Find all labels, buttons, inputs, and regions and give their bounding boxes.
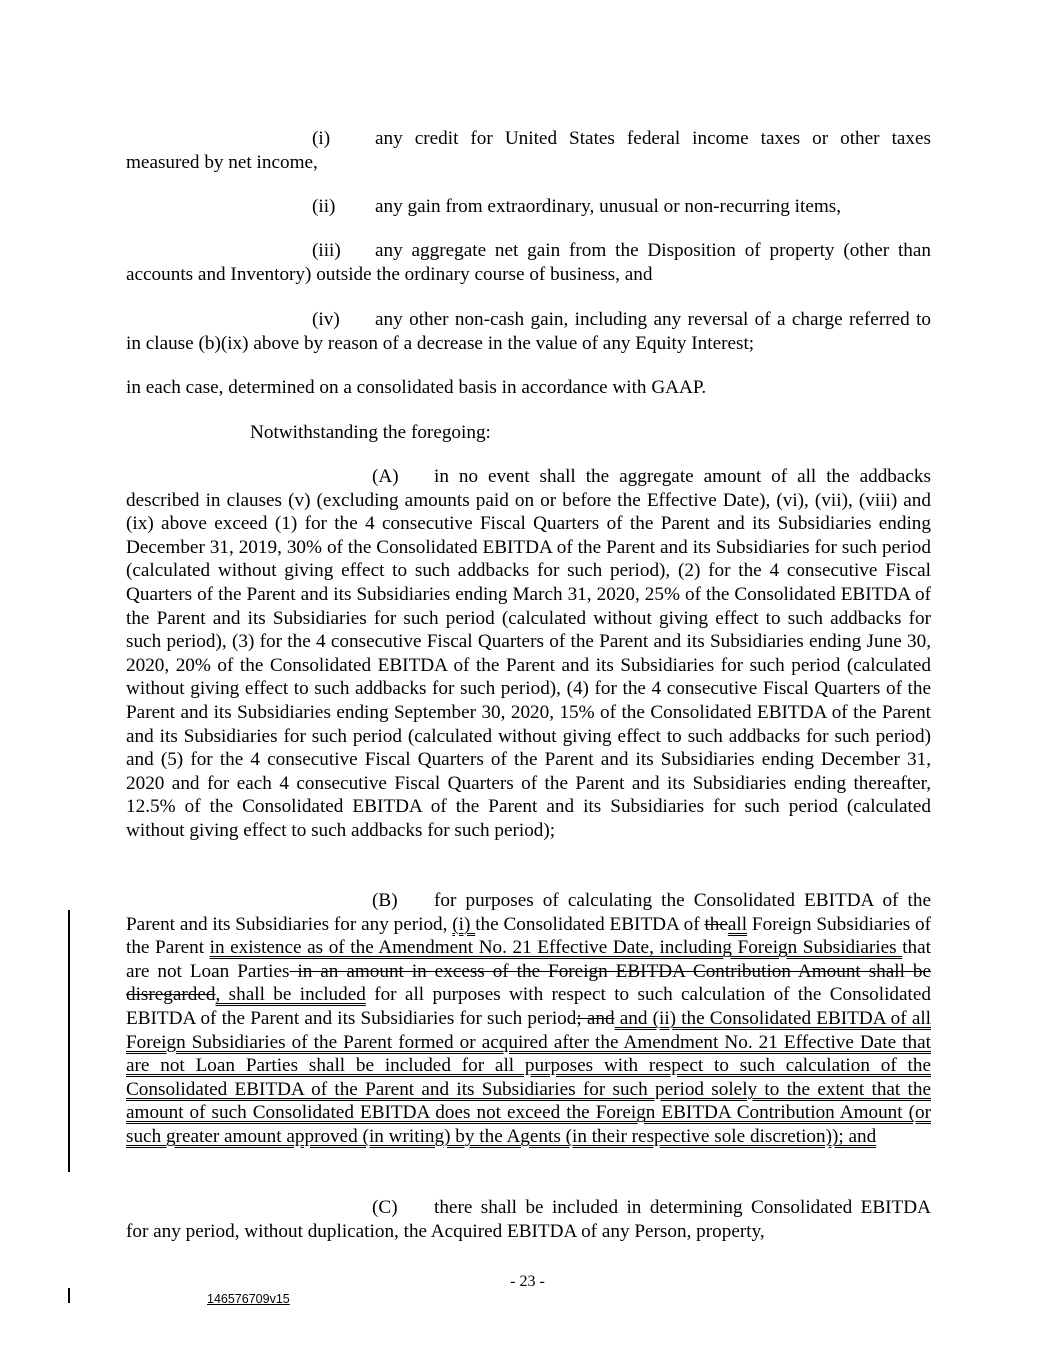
clause-i (126, 127, 931, 174)
deleted-text: ; and (576, 1007, 615, 1029)
change-bar (68, 910, 70, 1172)
in-each-case-text: in each case, determined on a consolidated basis in accordance with GAAP. (126, 377, 707, 398)
clause-B-text-5: for all purposes with respect to such calculation of the Consolidated EBITDA of the Parent and its Subsidiaries for such period (126, 984, 931, 1029)
deleted-text: in an amount in excess of the Foreign EBITDA Contribution Amount shall be disregarded (126, 960, 931, 1006)
clause-B-text-1: for purposes of calculating the Consolidated EBITDA of the Parent and its Subsidiaries for any period, (126, 890, 931, 935)
inserted-text: , shall be included (215, 984, 366, 1006)
clause-C (126, 1196, 931, 1243)
clause-A (126, 465, 931, 843)
clause-C-text: there shall be included in determining Consolidated EBITDA for any period, without duplication, the Acquired EBITDA of any Person, property, (126, 1197, 931, 1242)
clause-B-text-2: the Consolidated EBITDA of (475, 913, 705, 935)
clause-iv-label: (iv) (312, 309, 340, 330)
inserted-text: in existence as of the Amendment No. 21 Effective Date, including Foreign Subsidiaries (209, 937, 903, 959)
inserted-text: (i) (452, 913, 476, 935)
footer-change-bar (68, 1288, 70, 1303)
inserted-text: all (727, 913, 748, 935)
clause-B-text-4: that are not Loan Parties (126, 937, 931, 982)
clause-i-label: (i) (312, 128, 331, 149)
deleted-text: the (704, 913, 728, 935)
clause-B (126, 889, 931, 1149)
document-id: 146576709v15 (207, 1292, 290, 1306)
clause-C-label: (C) (372, 1197, 398, 1218)
clause-ii-label: (ii) (312, 196, 336, 217)
clause-iv (126, 308, 931, 355)
inserted-text: and (ii) the Consolidated EBITDA of all Foreign Subsidiaries of the Parent formed or acquired after the Amendment No. 21 Effective Date that are not Loan Parties shall be included for all purposes with respect to such calculation of the Consolidated EBITDA of the Parent and its Subsidiaries for such period solely to the extent that the amount of such Consolidated EBITDA does not exceed the Foreign EBITDA Contribution Amount (or such greater amount approved (in writing) by the Agents (in their respective sole discretion)); and (126, 1007, 931, 1147)
clause-A-label: (A) (372, 466, 399, 487)
clause-i-text: any credit for United States federal income taxes or other taxes measured by net income, (126, 128, 931, 173)
page-number: - 23 - (510, 1273, 545, 1290)
clause-iv-text: any other non-cash gain, including any reversal of a charge referred to in clause (b)(ix) above by reason of a decrease in the value of any Equity Interest; (126, 309, 931, 354)
clause-iii (126, 239, 931, 286)
clause-ii-text: any gain from extraordinary, unusual or non-recurring items, (375, 196, 842, 217)
clause-iii-label: (iii) (312, 240, 341, 261)
clause-iii-text: any aggregate net gain from the Disposition of property (other than accounts and Inventory) outside the ordinary course of business, and (126, 240, 931, 285)
clause-B-label: (B) (372, 890, 398, 911)
clause-ii (126, 195, 931, 219)
clause-A-text: in no event shall the aggregate amount of all the addbacks described in clauses (v) (excluding amounts paid on or before the Effective Date), (vi), (vii), (viii) and (ix) above exceed (1) for the 4 consecutive Fiscal Quarters of the Parent and its Subsidiaries ending December 31, 2019, 30% of the Consolidated EBITDA of the Parent and its Subsidiaries for such period (calculated without giving effect to such addbacks for such period), (2) for the 4 consecutive Fiscal Quarters of the Parent and its Subsidiaries ending March 31, 2020, 25% of the Consolidated EBITDA of the Parent and its Subsidiaries for such period (calculated without giving effect to such addbacks for such period), (3) for the 4 consecutive Fiscal Quarters of the Parent and its Subsidiaries ending June 30, 2020, 20% of the Consolidated EBITDA of the Parent and its Subsidiaries for such period (calculated without giving effect to such addbacks for such period), (4) for the 4 consecutive Fiscal Quarters of the Parent and its Subsidiaries ending September 30, 2020, 15% of the Consolidated EBITDA of the Parent and its Subsidiaries for such period (calculated without giving effect to such addbacks for such period) and (5) for the 4 consecutive Fiscal Quarters of the Parent and its Subsidiaries ending December 31, 2020 and for each 4 consecutive Fiscal Quarters of the Parent and its Subsidiaries ending thereafter, 12.5% of the Consolidated EBITDA of the Parent and its Subsidiaries for such period (calculated without giving effect to such addbacks for such period); (126, 466, 931, 841)
clause-B-text-3: Foreign Subsidiaries of the Parent (126, 913, 931, 959)
notwithstanding-text: Notwithstanding the foregoing: (250, 422, 491, 443)
